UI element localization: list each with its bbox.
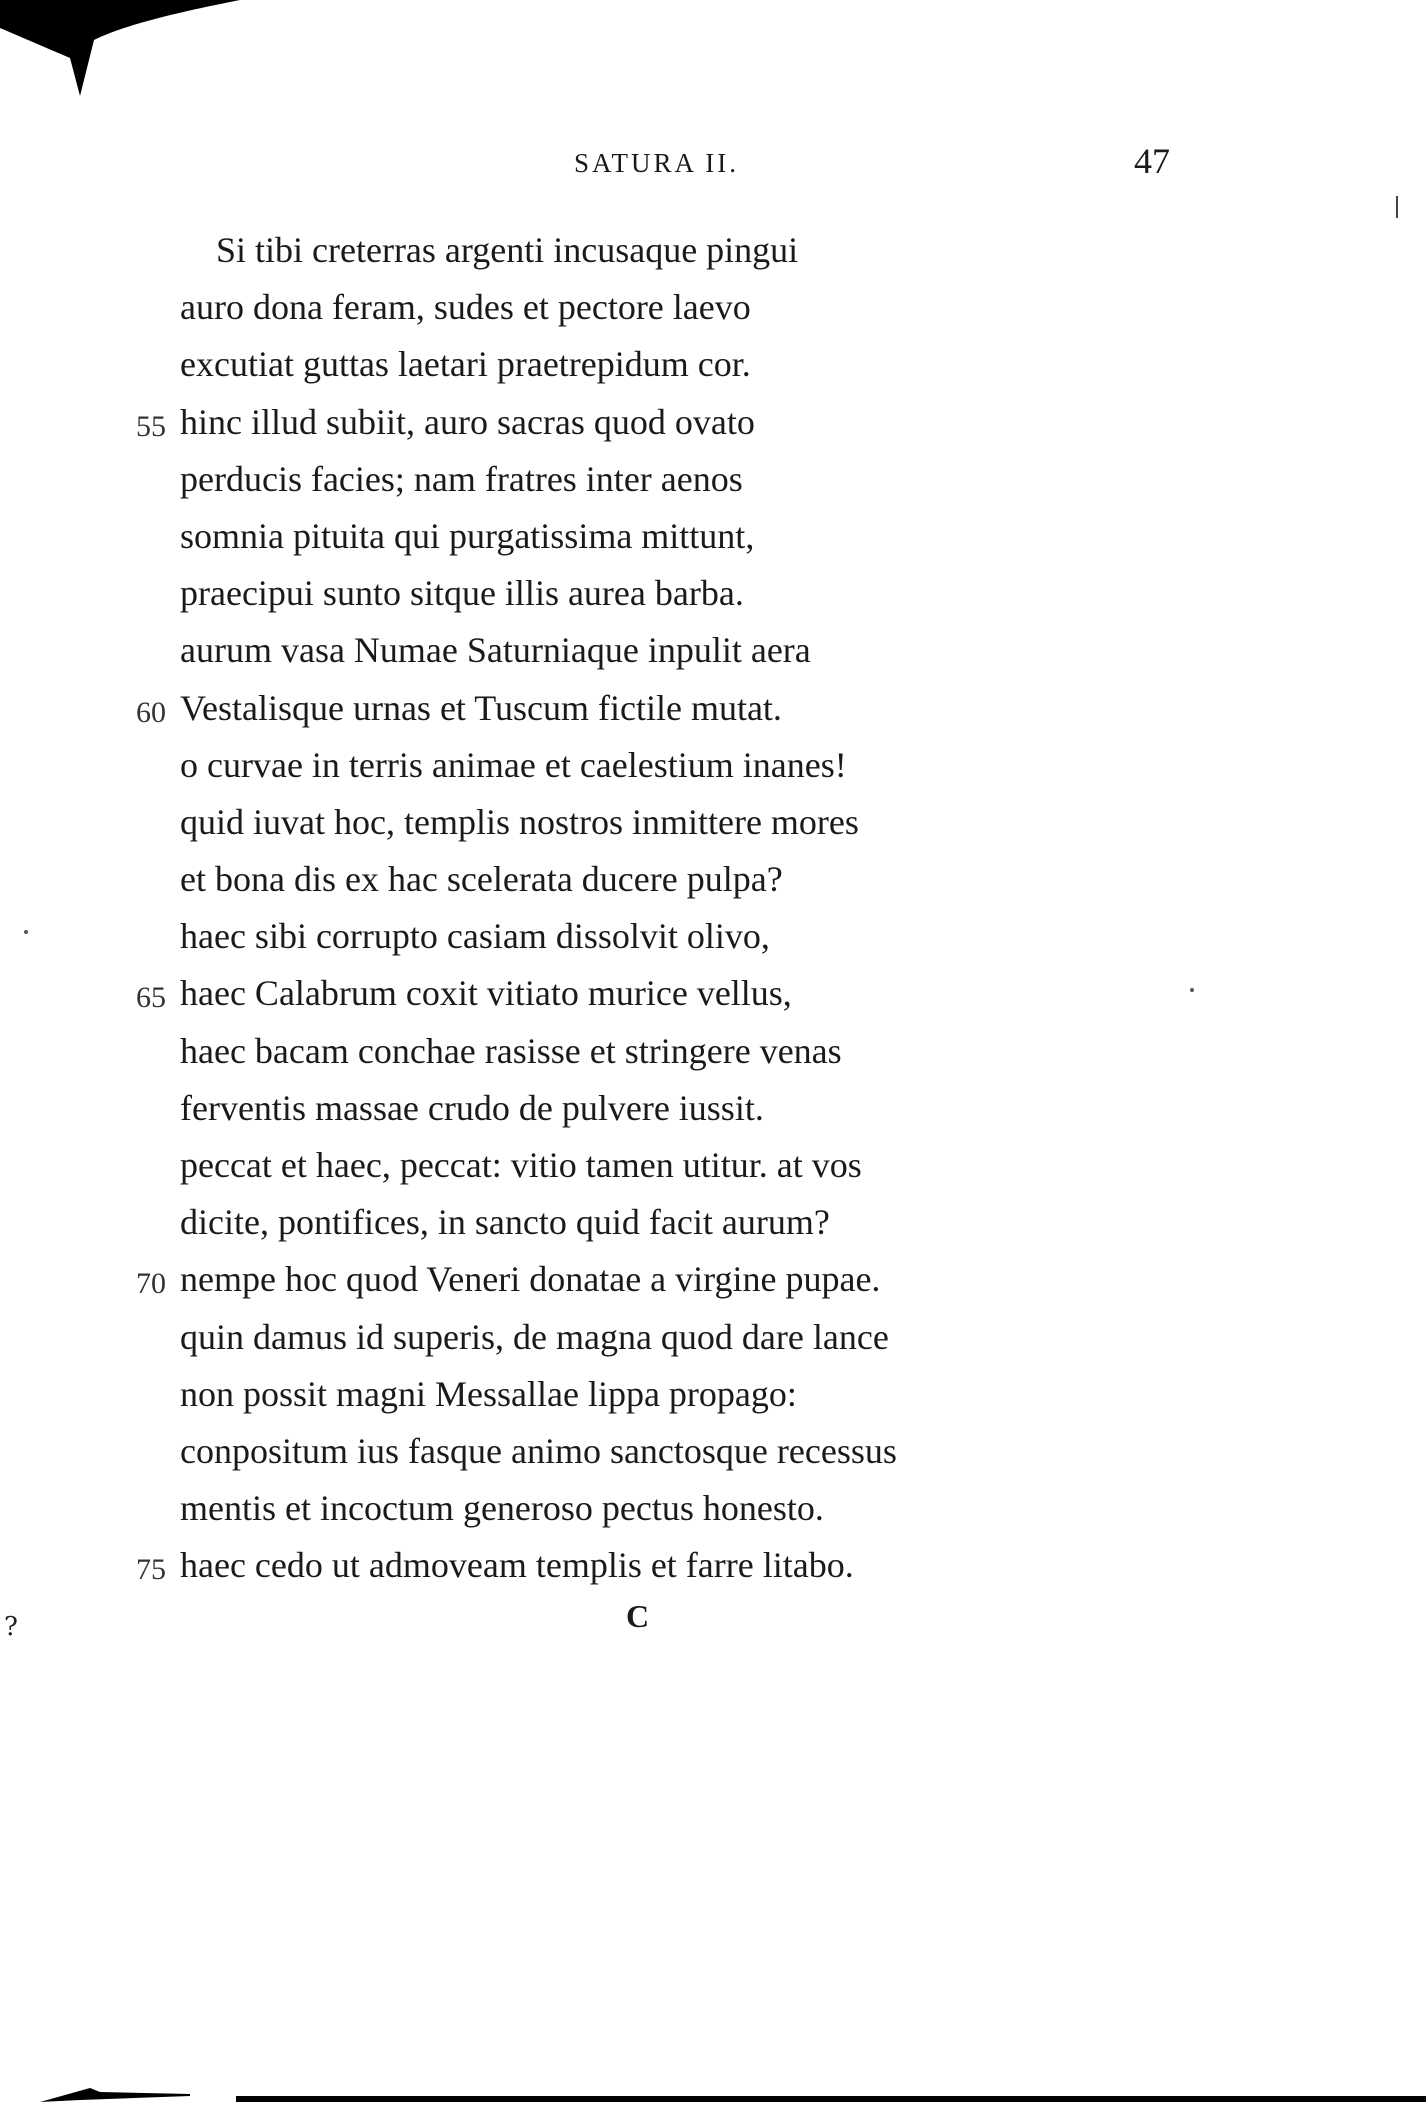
verse-text: ferventis massae crudo de pulvere iussit. [180, 1087, 764, 1128]
verse-text: dicite, pontifices, in sancto quid facit aurum? [180, 1202, 830, 1243]
verse-line [0, 622, 1426, 679]
verse-line [0, 508, 1426, 565]
bottom-edge-left [40, 2088, 190, 2102]
scan-bottom-edge [0, 2080, 1426, 2110]
verse-line [0, 222, 1426, 279]
verse-line [0, 851, 1426, 908]
signature-mark: C [626, 1598, 650, 1634]
verse-text: non possit magni Messallae lippa propago: [180, 1373, 797, 1414]
running-head: SATURA II. [574, 148, 740, 178]
verse-line [0, 1366, 1426, 1423]
verse-line [0, 908, 1426, 965]
line-number: 70 [136, 1267, 166, 1301]
verse-line [0, 1309, 1426, 1366]
verse-text: quin damus id superis, de magna quod dare lance [180, 1316, 889, 1357]
verse-text: nempe hoc quod Veneri donatae a virgine pupae. [180, 1259, 881, 1300]
verse-text: peccat et haec, peccat: vitio tamen utitur. at vos [180, 1145, 862, 1185]
verse-text: quid iuvat hoc, templis nostros inmittere mores [180, 801, 859, 842]
verse-text: conpositum ius fasque animo sanctosque recessus [180, 1430, 897, 1471]
verse-line [0, 394, 1426, 451]
verse-text: et bona dis ex hac scelerata ducere pulpa? [180, 859, 783, 900]
verse-line [0, 565, 1426, 622]
verse-line [0, 1537, 1426, 1594]
line-number: 65 [136, 981, 166, 1015]
verse-line [0, 1194, 1426, 1251]
verse-text: praecipui sunto sitque illis aurea barba. [180, 573, 744, 614]
verse-text: aurum vasa Numae Saturniaque inpulit aera [180, 630, 811, 671]
verse-text: somnia pituita qui purgatissima mittunt, [180, 515, 755, 556]
verse-line [0, 1023, 1426, 1080]
verse-line [0, 737, 1426, 794]
bottom-edge-rule [236, 2096, 1426, 2102]
scan-corner-shadow [0, 0, 260, 110]
verse-line [0, 336, 1426, 393]
verse-text: auro dona feram, sudes et pectore laevo [180, 287, 751, 328]
verse-line [0, 1423, 1426, 1480]
verse-text: haec sibi corrupto casiam dissolvit olivo, [180, 916, 770, 957]
verse-line [0, 1080, 1426, 1137]
line-number: 75 [136, 1553, 166, 1587]
verse-text: hinc illud subiit, auro sacras quod ovato [180, 401, 755, 442]
verse-line [0, 279, 1426, 336]
margin-query-mark: ? [4, 1612, 18, 1642]
verse-text: haec bacam conchae rasisse et stringere venas [180, 1030, 842, 1071]
verse-line [0, 1137, 1426, 1194]
line-number: 60 [136, 695, 166, 729]
verse-text: Si tibi creterras argenti incusaque pingui [216, 230, 799, 270]
verse-line [0, 680, 1426, 737]
verse-line [0, 1480, 1426, 1537]
page-number: 47 [1134, 141, 1170, 181]
verse-text: perducis facies; nam fratres inter aenos [180, 458, 743, 499]
verse-text: Vestalisque urnas et Tuscum fictile mutat. [180, 687, 782, 728]
verse-line [0, 794, 1426, 851]
verse-line [0, 965, 1426, 1022]
verse-text: excutiat guttas laetari praetrepidum cor. [180, 344, 751, 385]
verse-line [0, 451, 1426, 508]
corner-shadow-shape [0, 0, 240, 96]
verse-text: o curvae in terris animae et caelestium inanes! [180, 744, 847, 785]
verse-text: haec Calabrum coxit vitiato murice vellus, [180, 973, 792, 1014]
verse-text: mentis et incoctum generoso pectus honesto. [180, 1488, 824, 1529]
verse-line [0, 1251, 1426, 1308]
verse-text: haec cedo ut admoveam templis et farre litabo. [180, 1545, 854, 1586]
line-number: 55 [136, 409, 166, 443]
poem-text [0, 222, 1426, 1595]
scan-edge-tick [1396, 196, 1398, 218]
